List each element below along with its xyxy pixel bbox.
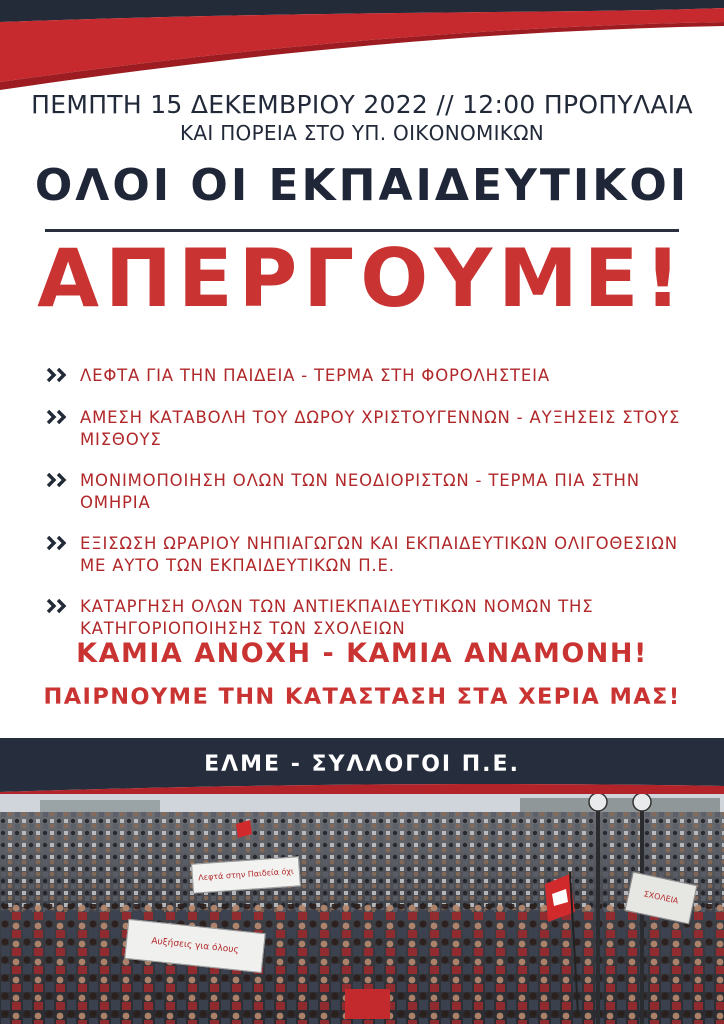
demands-list [46,365,686,659]
march-route-line: ΚΑΙ ΠΟΡΕΙΑ ΣΤΟ ΥΠ. ΟΙΚΟΝΟΜΙΚΩΝ [179,121,545,145]
slogan-take-control: ΠΑΙΡΝΟΥΜΕ ΤΗΝ ΚΑΤΑΣΤΑΣΗ ΣΤΑ ΧΕΡΙΑ ΜΑΣ! [43,684,681,710]
double-chevron-right-icon [46,470,80,493]
strike-title: ΑΠΕΡΓΟΥΜΕ! [37,232,687,325]
protest-banner: Λεφτά στην Παιδεία όχι [191,856,301,893]
double-chevron-right-icon [46,365,80,388]
double-chevron-right-icon [46,407,80,430]
event-date-line: ΠΕΜΠΤΗ 15 ΔΕΚΕΜΒΡΙΟΥ 2022 // 12:00 ΠΡΟΠΥΛΑΙΑ [31,90,693,119]
demand-text: ΚΑΤΑΡΓΗΣΗ ΟΛΩΝ ΤΩΝ ΑΝΤΙΕΚΠΑΙΔΕΥΤΙΚΩΝ ΝΟΜΩΝ ΤΗΣ ΚΑΤΗΓΟΡΙΟΠΟΙΗΣΗΣ ΤΩΝ ΣΧΟΛΕΙΩΝ [80,597,594,638]
slogan-no-tolerance: ΚΑΜΙΑ ΑΝΟΧΗ - ΚΑΜΙΑ ΑΝΑΜΟΝΗ! [76,638,648,669]
demand-text: ΑΜΕΣΗ ΚΑΤΑΒΟΛΗ ΤΟΥ ΔΩΡΟΥ ΧΡΙΣΤΟΥΓΕΝΝΩΝ - ΑΥΞΗΣΕΙΣ ΣΤΟΥΣ ΜΙΣΘΟΥΣ [80,408,681,449]
demand-text: ΕΞΙΣΩΣΗ ΩΡΑΡΙΟΥ ΝΗΠΙΑΓΩΓΩΝ ΚΑΙ ΕΚΠΑΙΔΕΥΤΙΚΩΝ ΟΛΙΓΟΘΕΣΙΩΝ ΜΕ ΑΥΤΟ ΤΩΝ ΕΚΠΑΙΔΕΥΤΙΚΩΝ Π.Ε. [80,534,678,575]
demand-item [46,470,686,514]
demand-item [46,407,686,451]
top-wave-decoration [0,0,724,95]
double-chevron-right-icon [46,596,80,619]
demand-item [46,596,686,640]
demand-text: ΜΟΝΙΜΟΠΟΙΗΣΗ ΟΛΩΝ ΤΩΝ ΝΕΟΔΙΟΡΙΣΤΩΝ - ΤΕΡΜΑ ΠΙΑ ΣΤΗΝ ΟΜΗΡΙΑ [80,471,640,512]
double-chevron-right-icon [46,533,80,556]
protest-crowd-photo [0,794,724,1024]
protest-banner: Αυξήσεις για όλους [124,919,265,973]
demand-item [46,533,686,577]
demand-text: ΛΕΦΤΑ ΓΙΑ ΤΗΝ ΠΑΙΔΕΙΑ - ΤΕΡΜΑ ΣΤΗ ΦΟΡΟΛΗΣΤΕΙΑ [80,366,550,385]
demand-item [46,365,686,388]
organizers-band [0,738,724,794]
protest-banner: ΣΧΟΛΕΙΑ [625,872,698,925]
organizers-text: ΕΛΜΕ - ΣΥΛΛΟΓΟΙ Π.Ε. [204,752,520,777]
headline: ΟΛΟΙ ΟΙ ΕΚΠΑΙΔΕΥΤΙΚΟΙ [34,160,690,211]
